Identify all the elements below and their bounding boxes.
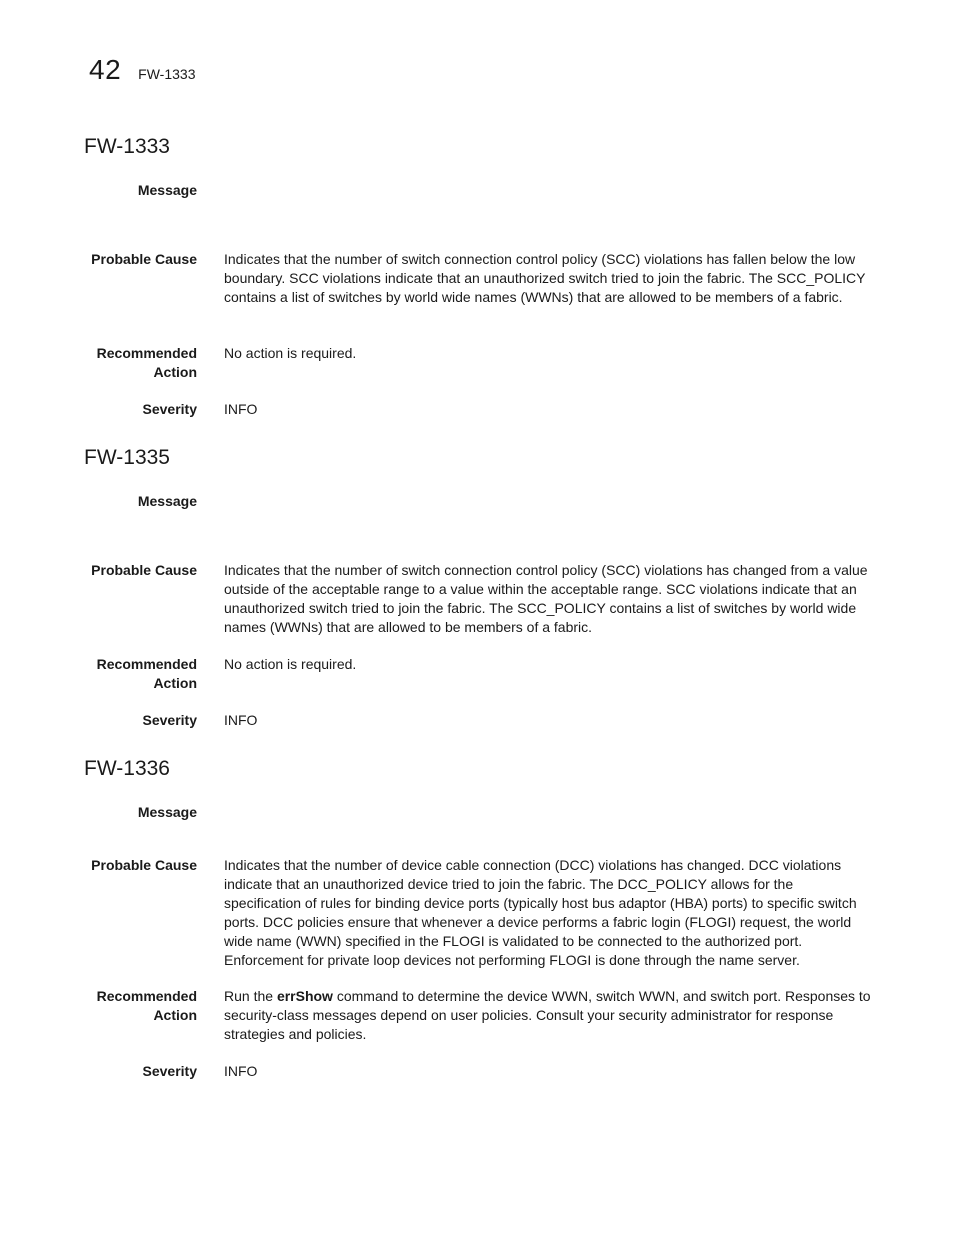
severity-value: INFO xyxy=(224,1063,258,1079)
chapter-number: 42 xyxy=(89,54,122,85)
severity-row xyxy=(84,711,874,730)
probable-cause-text: Indicates that the number of switch connection control policy (SCC) violations has changed from a value outside of the acceptable range to a value within the acceptable range. SCC violations indicate that an unauthorized switch tried to join the fabric. The SCC_POLICY contains a list of switches by world wide names (WWNs) that are allowed to be members of a fabric. xyxy=(224,562,868,635)
severity-label: Severity xyxy=(142,712,197,728)
page-header xyxy=(89,54,195,86)
message-label: Message xyxy=(137,493,197,509)
section-title: FW-1335 xyxy=(84,446,170,469)
recommended-action-text: No action is required. xyxy=(224,345,357,361)
severity-label: Severity xyxy=(142,1063,197,1079)
recommended-action-row xyxy=(84,987,874,1042)
recommended-action-text: Run the errShow command to determine the device WWN, switch WWN, and switch port. Responses to security-class messages depend on user policies. Consult your security administrator for response strategies and policies. xyxy=(224,988,871,1042)
severity-row xyxy=(84,400,874,419)
recommended-action-row xyxy=(84,344,874,382)
message-label: Message xyxy=(137,804,197,820)
severity-row xyxy=(84,1062,874,1081)
probable-cause-label: Probable Cause xyxy=(91,562,197,578)
message-row xyxy=(84,803,874,822)
section-title: FW-1333 xyxy=(84,135,170,158)
recommended-action-label: Recommended Action xyxy=(96,988,197,1023)
section-fw-1336 xyxy=(84,757,874,1079)
recommended-action-row xyxy=(84,655,874,693)
severity-value: INFO xyxy=(224,401,258,417)
severity-value: INFO xyxy=(224,712,258,728)
severity-label: Severity xyxy=(142,401,197,417)
probable-cause-row xyxy=(84,250,874,305)
running-title: FW-1333 xyxy=(138,66,196,82)
probable-cause-text: Indicates that the number of device cable connection (DCC) violations has changed. DCC violations indicate that an unauthorized device tried to join the fabric. The DCC_POLICY allows for the specification of rules for binding device ports (typically host bus adaptor (HBA) ports) to specific switch ports. DCC policies ensure that whenever a device performs a fabric login (FLOGI) request, the world wide name (WWN) specified in the FLOGI is validated to be connected to the authorized port. Enforcement for private loop devices not performing FLOGI is done through the name server. xyxy=(224,857,857,968)
probable-cause-label: Probable Cause xyxy=(91,857,197,873)
command-name: errShow xyxy=(276,988,333,1004)
probable-cause-label: Probable Cause xyxy=(91,251,197,267)
recommended-action-label: Recommended Action xyxy=(96,345,197,380)
section-fw-1333 xyxy=(84,135,874,417)
message-row xyxy=(84,181,874,200)
recommended-action-label: Recommended Action xyxy=(96,656,197,691)
section-fw-1335 xyxy=(84,446,874,728)
probable-cause-row xyxy=(84,561,874,635)
message-label: Message xyxy=(137,182,197,198)
message-row xyxy=(84,492,874,511)
probable-cause-text: Indicates that the number of switch connection control policy (SCC) violations has fallen below the low boundary. SCC violations indicate that an unauthorized switch tried to join the fabric. The SCC_POLICY contains a list of switches by world wide names (WWNs) that are allowed to be members of a fabric. xyxy=(224,251,866,305)
recommended-action-text: No action is required. xyxy=(224,656,357,672)
probable-cause-row xyxy=(84,856,874,968)
section-title: FW-1336 xyxy=(84,757,170,780)
